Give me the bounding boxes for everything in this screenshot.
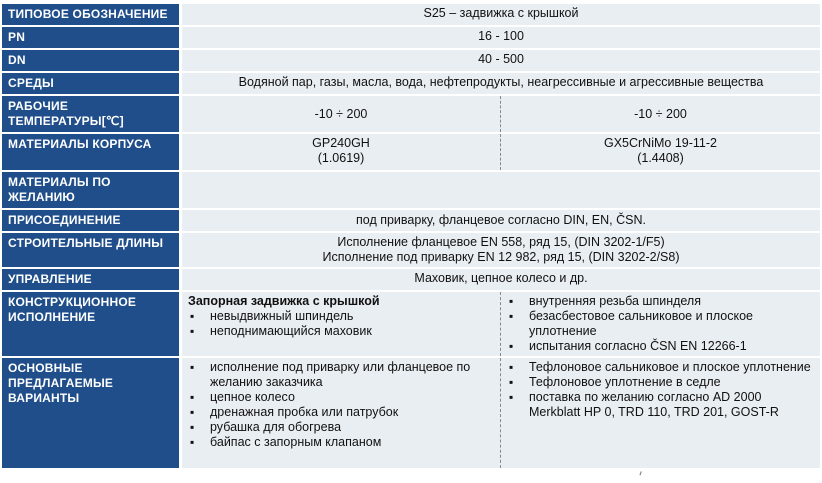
value-control: Маховик, цепное колесо и др. [182, 269, 820, 290]
list-item: ▪ рубашка для обогрева [188, 420, 494, 435]
label-design [2, 292, 182, 356]
label-optional [2, 172, 182, 208]
label-variants [2, 358, 182, 468]
lengths-line2: Исполнение под приварку EN 12 982, ряд 15, (DIN 3202-2/S8) [322, 250, 680, 264]
list-item: ▪ байпас с запорным клапаном [188, 435, 494, 450]
design-left-list [188, 309, 494, 339]
label-lengths: СТРОИТЕЛЬНЫЕ ДЛИНЫ [2, 233, 182, 267]
body-right-grade: GX5CrNiMo 19-11-2 [603, 136, 717, 150]
design-right-list [507, 294, 814, 354]
row-design [2, 292, 820, 356]
body-right-code: (1.4408) [637, 151, 684, 165]
row-optional [2, 172, 820, 208]
variants-left [182, 358, 501, 468]
stray-mark [639, 471, 645, 476]
body-left-grade: GP240GH [312, 136, 370, 150]
value-body-right [501, 134, 820, 170]
spec-table [2, 2, 820, 470]
label-variants-line2: ПРЕДЛАГАЕМЫЕ [8, 376, 114, 390]
row-lengths [2, 233, 820, 267]
label-connection: ПРИСОЕДИНЕНИЕ [2, 210, 182, 231]
value-dn: 40 - 500 [182, 50, 820, 71]
list-item: ▪ безасбестовое сальниковое и плоское уплотнение [507, 309, 814, 339]
label-control: УПРАВЛЕНИЕ [2, 269, 182, 290]
list-item: ▪ Тефлоновое уплотнение в седле [507, 375, 814, 390]
label-pn: PN [2, 27, 182, 48]
list-item: ▪ невыдвижный шпиндель [188, 309, 494, 324]
value-pn: 16 - 100 [182, 27, 820, 48]
variants-left-list [188, 360, 494, 450]
row-dn [2, 50, 820, 71]
label-media: СРЕДЫ [2, 73, 182, 94]
variants-right [501, 358, 820, 468]
list-item: ▪ испытания согласно ČSN EN 12266-1 [507, 339, 814, 354]
lengths-line1: Исполнение фланцевое EN 558, ряд 15, (DIN 3202-1/F5) [337, 235, 665, 249]
variants-right-list [507, 360, 814, 420]
value-body-left [182, 134, 501, 170]
list-item: ▪ цепное колесо [188, 390, 494, 405]
row-control [2, 269, 820, 290]
value-temp-left: -10 ÷ 200 [182, 96, 501, 132]
list-item: ▪ исполнение под приварку или фланцевое по желанию заказчика [188, 360, 494, 390]
label-design-line1: КОНСТРУКЦИОННОЕ [8, 295, 137, 309]
row-temp [2, 96, 820, 132]
row-media [2, 73, 820, 94]
list-item: ▪ внутренняя резьба шпинделя [507, 294, 814, 309]
value-temp-right: -10 ÷ 200 [501, 96, 820, 132]
row-type [2, 4, 820, 25]
row-pn [2, 27, 820, 48]
label-dn: DN [2, 50, 182, 71]
value-connection: под приварку, фланцевое согласно DIN, EN, ČSN. [182, 210, 820, 231]
row-connection [2, 210, 820, 231]
value-optional [182, 172, 820, 208]
label-temp-line2: ТЕМПЕРАТУРЫ[℃] [8, 114, 124, 128]
label-variants-line3: ВАРИАНТЫ [8, 391, 80, 405]
label-body: МАТЕРИАЛЫ КОРПУСА [2, 134, 182, 170]
body-left-code: (1.0619) [317, 151, 365, 165]
list-item: ▪ поставка по желанию согласно AD 2000 Merkblatt HP 0, TRD 110, TRD 201, GOST-R [507, 390, 814, 420]
row-variants [2, 358, 820, 468]
label-optional-line1: МАТЕРИАЛЫ ПО [8, 175, 111, 189]
label-type: ТИПОВОЕ ОБОЗНАЧЕНИЕ [2, 4, 182, 25]
value-media: Водяной пар, газы, масла, вода, нефтепродукты, неагрессивные и агрессивные вещества [182, 73, 820, 94]
label-temp-line1: РАБОЧИЕ [8, 99, 69, 113]
list-item: ▪ неподнимающийся маховик [188, 324, 494, 339]
design-right [501, 292, 820, 356]
design-left [182, 292, 501, 356]
label-variants-line1: ОСНОВНЫЕ [8, 361, 83, 375]
list-item: ▪ Тефлоновое сальниковое и плоское уплотнение [507, 360, 814, 375]
value-type: S25 – задвижка с крышкой [182, 4, 820, 25]
label-temp [2, 96, 182, 132]
list-item: ▪ дренажная пробка или патрубок [188, 405, 494, 420]
label-design-line2: ИСПОЛНЕНИЕ [8, 310, 96, 324]
value-lengths [182, 233, 820, 267]
label-optional-line2: ЖЕЛАНИЮ [8, 190, 76, 204]
design-heading: Запорная задвижка с крышкой [188, 294, 380, 308]
row-body [2, 134, 820, 170]
